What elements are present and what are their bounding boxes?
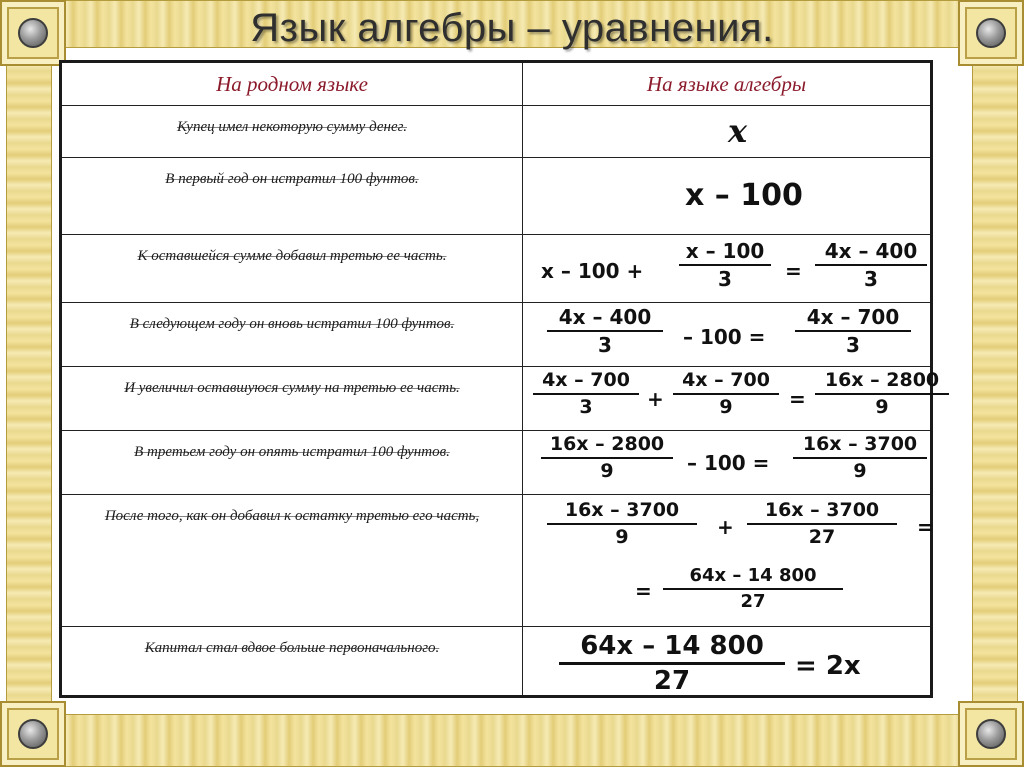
row-text-6: В третьем году он опять истратил 100 фунтов. [61,431,523,495]
fraction-bar [547,330,663,332]
row-math-6 [523,431,932,495]
row-math-3 [523,235,932,303]
row-math-2 [523,158,932,235]
fraction [747,501,897,547]
row-text-8: Капитал стал вдвое больше первоначального. [61,627,523,697]
row-math-7 [523,495,932,627]
fraction-bar [559,662,785,665]
frame-left-rail [6,60,52,720]
denominator: 9 [615,526,629,548]
row-text-7: После того, как он добавил к остатку третью его часть, [61,495,523,627]
fraction-bar [547,523,697,525]
denominator: 27 [808,526,836,548]
expr-x-minus-100: x – 100 [685,178,803,213]
numerator: 4x – 700 [682,369,770,391]
row-text-5: И увеличил оставшуюся сумму на третью ее часть. [61,367,523,431]
row-text-4: В следующем году он вновь истратил 100 фунтов. [61,303,523,367]
plus-sign: + [717,515,734,539]
fraction [547,501,697,547]
numerator: 4x – 700 [542,369,630,391]
denominator: 3 [579,396,593,418]
expr-lead: x – 100 + [541,259,644,283]
numerator: x – 100 [685,239,765,263]
fraction-bar [815,264,927,266]
denominator: 9 [853,460,867,482]
denominator: 27 [740,591,766,612]
row-math-8 [523,627,932,697]
row-math-1 [523,106,932,158]
fraction-bar [533,393,639,395]
knob-icon [976,719,1006,749]
header-native: На родном языке [61,62,523,106]
frame-corner-bottom-left [0,701,66,767]
plus-sign: + [647,387,664,411]
numerator: 64x – 14 800 [689,565,817,586]
row-math-4 [523,303,932,367]
fraction-bar [541,457,673,459]
fraction [547,307,663,355]
expr-equals-2x: = 2x [795,651,865,681]
fraction [533,371,639,417]
denominator: 9 [719,396,733,418]
denominator: 3 [718,267,732,291]
row-text-1: Купец имел некоторую сумму денег. [61,106,523,158]
numerator: 64x – 14 800 [580,631,764,661]
numerator: 16x – 3700 [564,499,680,521]
fraction [793,435,927,481]
expr-minus-100-eq: – 100 = [687,451,770,475]
denominator: 9 [600,460,614,482]
row-text-3: К оставшейся сумме добавил третью ее часть. [61,235,523,303]
fraction-bar [673,393,779,395]
fraction-bar [795,330,911,332]
denominator: 3 [846,333,860,357]
numerator: 4x – 700 [806,305,900,329]
numerator: 4x – 400 [824,239,918,263]
equals-sign: = [917,515,934,539]
fraction [679,241,771,289]
denominator: 9 [875,396,889,418]
expr-minus-100-eq: – 100 = [683,325,766,349]
page-title: Язык алгебры – уравнения. [250,6,774,50]
equals-sign: = [635,579,652,603]
fraction-bar [663,588,843,590]
row-math-5 [523,367,940,431]
translation-table [59,60,940,698]
fraction [663,567,843,611]
fraction [559,633,785,694]
frame-bottom-rail [60,714,964,767]
fraction [795,307,911,355]
numerator: 16x – 2800 [824,369,940,391]
fraction [815,241,927,289]
fraction [815,371,949,417]
header-algebra: На языке алгебры [523,62,932,106]
frame-corner-bottom-right [958,701,1024,767]
expr-x: x [728,112,748,150]
numerator: 16x – 2800 [549,433,665,455]
numerator: 16x – 3700 [764,499,880,521]
denominator: 3 [598,333,612,357]
fraction-bar [815,393,949,395]
numerator: 4x – 400 [558,305,652,329]
fraction [541,435,673,481]
fraction-bar [793,457,927,459]
row-text-2: В первый год он истратил 100 фунтов. [61,158,523,235]
fraction [673,371,779,417]
numerator: 16x – 3700 [802,433,918,455]
frame-right-rail [972,60,1018,720]
knob-icon [18,719,48,749]
fraction-bar [747,523,897,525]
denominator: 27 [653,666,691,696]
equals-sign: = [785,259,802,283]
fraction-bar [679,264,771,266]
equals-sign: = [789,387,806,411]
denominator: 3 [864,267,878,291]
